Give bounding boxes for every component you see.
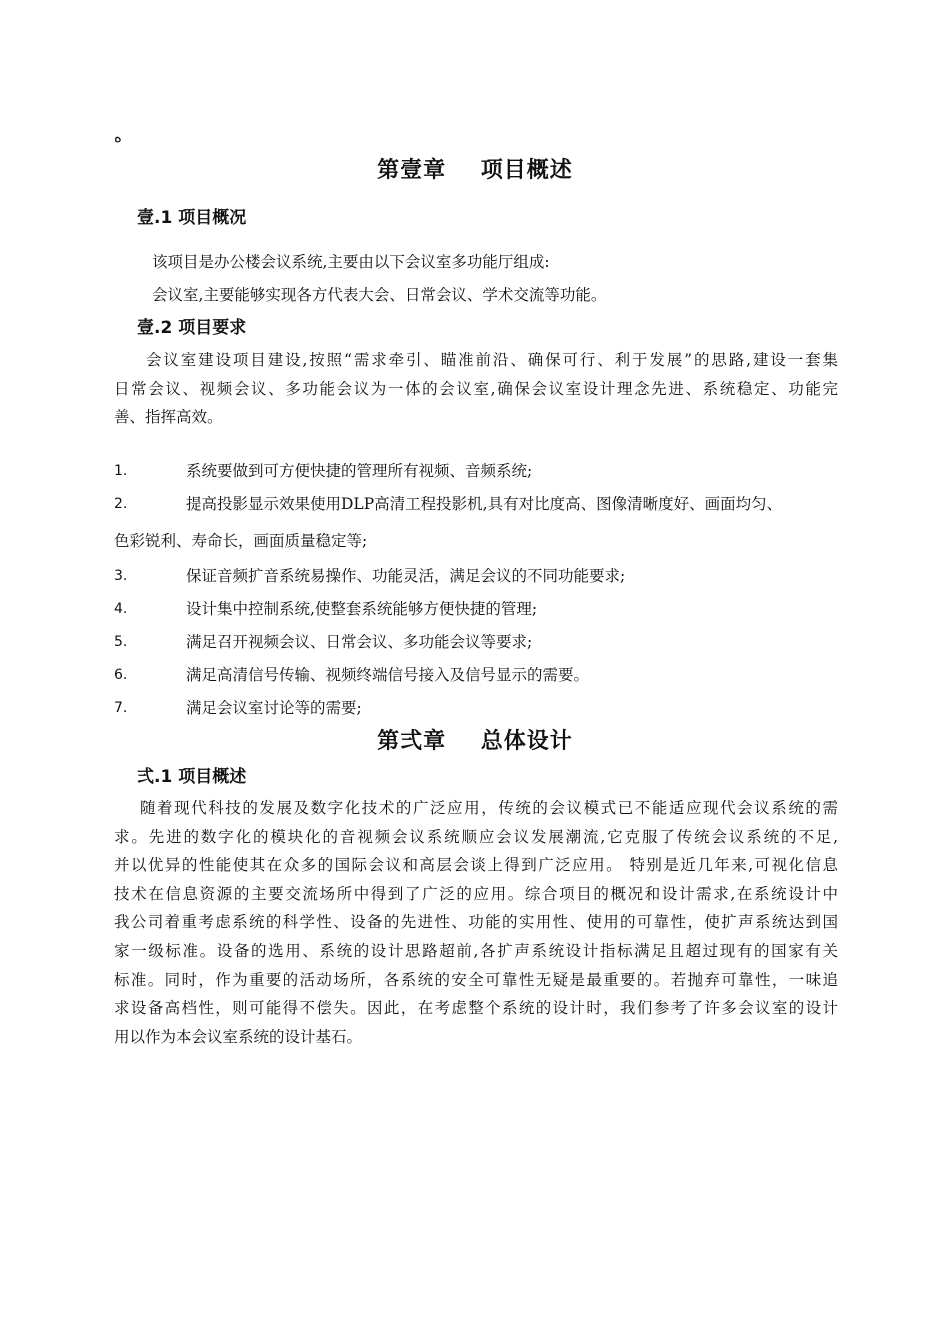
section-1-2-intro-line-1: 会议室建设项目建设,按照“需求牵引、瞄准前沿、确保可行、利于发展”的思路,建设一套集: [146, 351, 838, 369]
section-2-1-line-7: 标准。同时，作为重要的活动场所，各系统的安全可靠性无疑是最重要的。若抛弃可靠性，一味追: [114, 970, 838, 989]
section-2-1-line-6: 家一级标准。设备的选用、系统的设计思路超前,各扩声系统设计指标满足且超过现有的国家有关: [114, 941, 838, 960]
section-1-2-intro: [114, 346, 838, 432]
list-text: 系统要做到可方便快捷的管理所有视频、音频系统;: [186, 462, 533, 480]
list-number: 6.: [114, 667, 128, 683]
section-1-1-line-1: 该项目是办公楼会议系统,主要由以下会议室多功能厅组成:: [152, 253, 550, 271]
list-number: 5.: [114, 634, 128, 650]
list-text: 满足高清信号传输、视频终端信号接入及信号显示的需要。: [186, 666, 590, 684]
section-1-2-intro-line-3: 善、指挥高效。: [114, 408, 223, 427]
list-number: 4.: [114, 601, 128, 617]
section-2-1-line-9: 用以作为本会议室系统的设计基石。: [114, 1027, 363, 1046]
section-2-1-body: [114, 794, 838, 1051]
section-2-1-line-5: 我公司着重考虑系统的科学性、设备的先进性、功能的实用性、使用的可靠性，使扩声系统达到国: [114, 913, 838, 932]
section-2-1-line-3: 并以优异的性能使其在众多的国际会议和高层会谈上得到广泛应用。 特别是近几年来,可视化信息: [114, 856, 838, 875]
list-text: 保证音频扩音系统易操作、功能灵活，满足会议的不同功能要求;: [186, 567, 626, 585]
section-1-1-line-2: 会议室,主要能够实现各方代表大会、日常会议、学术交流等功能。: [152, 286, 607, 304]
chapter-2-title: 第弍章 总体设计: [377, 729, 573, 754]
requirement-item-2-continuation: 色彩锐利、寿命长，画面质量稳定等;: [114, 532, 368, 550]
section-1-2-intro-line-2: 日常会议、视频会议、多功能会议为一体的会议室,确保会议室设计理念先进、系统稳定、功能完: [114, 379, 838, 398]
list-number: 1.: [114, 463, 128, 479]
section-1-1-title: 壹.1 项目概况: [137, 208, 247, 228]
list-number: 7.: [114, 700, 128, 716]
list-number: 3.: [114, 568, 128, 584]
section-2-1-line-1: 随着现代科技的发展及数字化技术的广泛应用，传统的会议模式已不能适应现代会议系统的需: [140, 799, 838, 817]
section-2-1-title: 弍.1 项目概述: [137, 767, 247, 787]
list-text: 设计集中控制系统,使整套系统能够方便快捷的管理;: [186, 600, 538, 618]
list-text: 提高投影显示效果使用DLP高清工程投影机,具有对比度高、图像清晰度好、画面均匀、: [186, 495, 783, 513]
section-2-1-line-8: 求设备高档性，则可能得不偿失。因此，在考虑整个系统的设计时，我们参考了许多会议室的设计: [114, 999, 838, 1018]
page-marker: ه: [114, 128, 122, 146]
list-text: 满足召开视频会议、日常会议、多功能会议等要求;: [186, 633, 533, 651]
list-number: 2.: [114, 496, 128, 512]
list-text: 满足会议室讨论等的需要;: [186, 699, 362, 717]
section-1-2-title: 壹.2 项目要求: [137, 318, 247, 338]
section-2-1-line-2: 求。先进的数字化的模块化的音视频会议系统顺应会议发展潮流,它克服了传统会议系统的不足,: [114, 827, 838, 846]
section-2-1-line-4: 技术在信息资源的主要交流场所中得到了广泛的应用。综合项目的概况和设计需求,在系统设计中: [114, 884, 838, 903]
chapter-1-title: 第壹章 项目概述: [377, 158, 573, 183]
